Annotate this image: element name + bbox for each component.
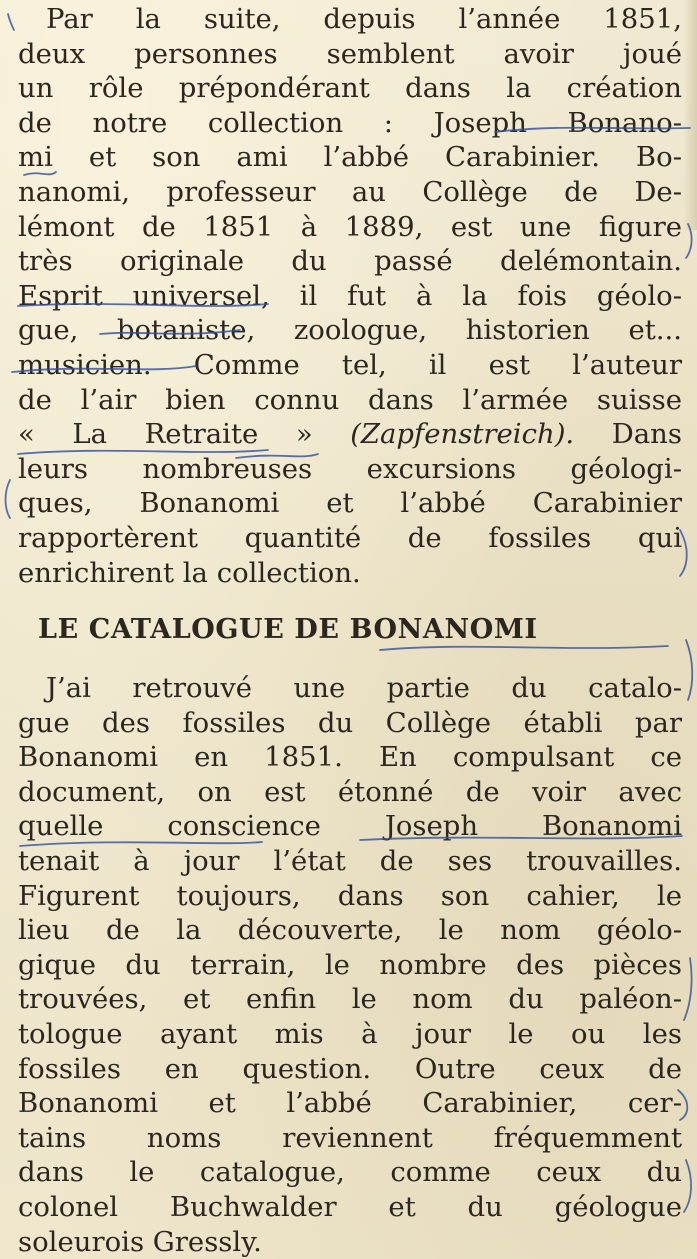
text-line: de notre collection : Joseph Bonano- (18, 106, 682, 139)
text-line: lieu de la découverte, le nom géolo- (18, 914, 682, 947)
text-line: rapportèrent quantité de fossiles qui (18, 521, 682, 554)
paper-edge-shadow (683, 0, 697, 230)
text-line: Bonanomi en 1851. En compulsant ce (18, 741, 682, 774)
pen-margin-mark (684, 958, 692, 1020)
pen-margin-mark (684, 1160, 691, 1212)
text-line: très originale du passé delémontain. (18, 245, 682, 278)
text-line: Esprit universel, il fut à la fois géolo- (18, 279, 682, 312)
italic-title: (Zapfenstreich). (350, 418, 575, 451)
pen-underline (380, 646, 668, 650)
text-line: Bonanomi et l’abbé Carabinier, cer- (18, 1087, 682, 1120)
text-line: fossiles en question. Outre ceux de (18, 1052, 682, 1085)
text-line: gique du terrain, le nombre des pièces (18, 948, 682, 981)
text-line: dans le catalogue, comme ceux du (18, 1156, 682, 1189)
text-line: J’ai retrouvé une partie du catalo- (46, 672, 682, 704)
text-line: Par la suite, depuis l’année 1851, (46, 3, 682, 35)
text-line: nanomi, professeur au Collège de De- (18, 175, 682, 208)
paragraph-history (18, 2, 682, 590)
text-line: lémont de 1851 à 1889, est une figure (18, 210, 682, 243)
text-line: tologue ayant mis à jour le ou les (18, 1017, 682, 1050)
text-fragment: Dans (574, 418, 682, 451)
paragraph-catalogue (18, 671, 682, 1259)
text-fragment: « La Retraite » (18, 418, 351, 451)
text-line: gue des fossiles du Collège établi par (18, 706, 682, 739)
pen-margin-mark (8, 14, 14, 30)
text-line-mixed (18, 417, 682, 452)
text-line: leurs nombreuses excursions géologi- (18, 452, 682, 485)
text-line: soleurois Gressly. (18, 1225, 262, 1258)
text-line: gue, botaniste, zoologue, historien et... (18, 314, 682, 347)
text-line: tains noms reviennent fréquemment (18, 1121, 682, 1154)
text-line: deux personnes semblent avoir joué (18, 37, 682, 70)
text-line: tenait à jour l’état de ses trouvailles. (18, 844, 682, 877)
section-heading: LE CATALOGUE DE BONANOMI (38, 614, 538, 645)
text-line: enrichirent la collection. (18, 556, 361, 589)
pen-margin-mark (6, 480, 11, 518)
text-line: quelle conscience Joseph Bonanomi (18, 810, 682, 843)
text-line: ques, Bonanomi et l’abbé Carabinier (18, 487, 682, 520)
text-line: trouvées, et enfin le nom du paléon- (18, 983, 682, 1016)
text-line: Figurent toujours, dans son cahier, le (18, 879, 682, 912)
text-line: de l’air bien connu dans l’armée suisse (18, 383, 682, 416)
text-line: mi et son ami l’abbé Carabinier. Bo- (18, 141, 682, 174)
pen-margin-mark (686, 640, 692, 700)
text-line: un rôle prépondérant dans la création (18, 72, 682, 105)
text-line: colonel Buchwalder et du géologue (18, 1190, 682, 1223)
text-line: document, on est étonné de voir avec (18, 775, 682, 808)
text-line: musicien. Comme tel, il est l’auteur (18, 348, 682, 381)
